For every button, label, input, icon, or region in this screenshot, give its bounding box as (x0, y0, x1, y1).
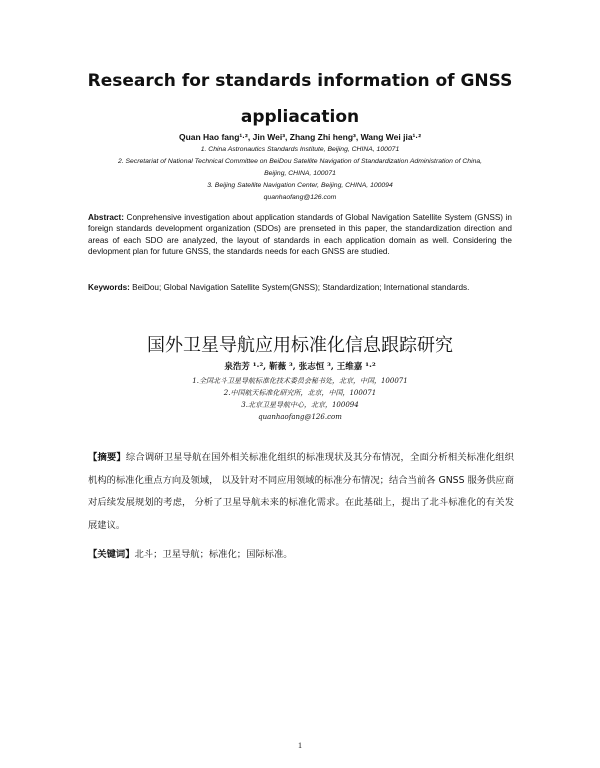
abstract-label: Abstract: (88, 213, 124, 222)
chinese-authors: 泉浩芳 ¹·², 靳薇 ³, 张志恒 ³, 王维嘉 ¹·² (224, 362, 376, 372)
english-email: quanhaofang@126.com (263, 194, 337, 201)
english-affiliation-2: 2. Secretariat of National Technical Committee on BeiDou Satellite Navigation of Standardization Administration of China, (117, 158, 483, 165)
english-authors: Quan Hao fang¹·², Jin Wei³, Zhang Zhi heng³, Wang Wei jia¹·² (178, 132, 422, 142)
chinese-email: quanhaofang@126.com (258, 413, 342, 421)
chinese-keywords-label: 【关键词】 (88, 549, 135, 560)
chinese-affiliation-2: 2.中国航天标准化研究所，北京，中国，100071 (223, 389, 377, 397)
english-abstract (88, 212, 512, 257)
chinese-keywords (88, 548, 514, 562)
chinese-abstract-label: 【摘要】 (88, 452, 126, 463)
chinese-abstract-text: 综合调研卫星导航在国外相关标准化组织的标准现状及其分布情况，全面分析相关标准化组织机构的标准化重点方向及领域， 以及针对不同应用领域的标准分布情况；结合当前各 GNSS 服务供应商对后续发展规划的考虑， 分析了卫星导航未来的标准化需求。在此基础上，提出了北斗标准化的有关发展建议。 (88, 452, 514, 531)
english-title-line-2: appliacation (240, 107, 360, 127)
page-number: 1 (298, 741, 302, 750)
chinese-affiliation-1: 1.全国北斗卫星导航标准化技术委员会秘书处，北京，中国，100071 (192, 377, 408, 385)
english-affiliation-2-cont: Beijing, CHINA, 100071 (264, 170, 336, 177)
keywords-label: Keywords: (88, 283, 130, 292)
keywords-text: BeiDou; Global Navigation Satellite System(GNSS); Standardization; International standards. (129, 283, 470, 292)
chinese-title: 国外卫星导航应用标准化信息跟踪研究 (147, 335, 453, 356)
abstract-text: Conprehensive investigation about application standards of Global Navigation Satellite System (GNSS) in foreign standards development organization (SDOs) are prenseted in this paper, the standardization direction and areas of each SDO are analyzed, the layout of standards in each application domain as well. Considering the devlopment plan for future GNSS, the standards needs for each GNSS are studied. (88, 213, 512, 256)
english-affiliation-3: 3. Beijing Satellite Navigation Center, Beijing, CHINA, 100094 (207, 182, 393, 189)
english-keywords (88, 282, 512, 293)
chinese-keywords-text: 北斗；卫星导航；标准化；国际标准。 (134, 549, 293, 560)
chinese-affiliation-3: 3.北京卫星导航中心，北京，100094 (241, 401, 359, 409)
chinese-abstract (88, 447, 514, 537)
english-title-line-1: Research for standards information of GNSS (87, 71, 513, 91)
english-affiliation-1: 1. China Astronautics Standards Institute, Beijing, CHINA, 100071 (200, 146, 400, 153)
